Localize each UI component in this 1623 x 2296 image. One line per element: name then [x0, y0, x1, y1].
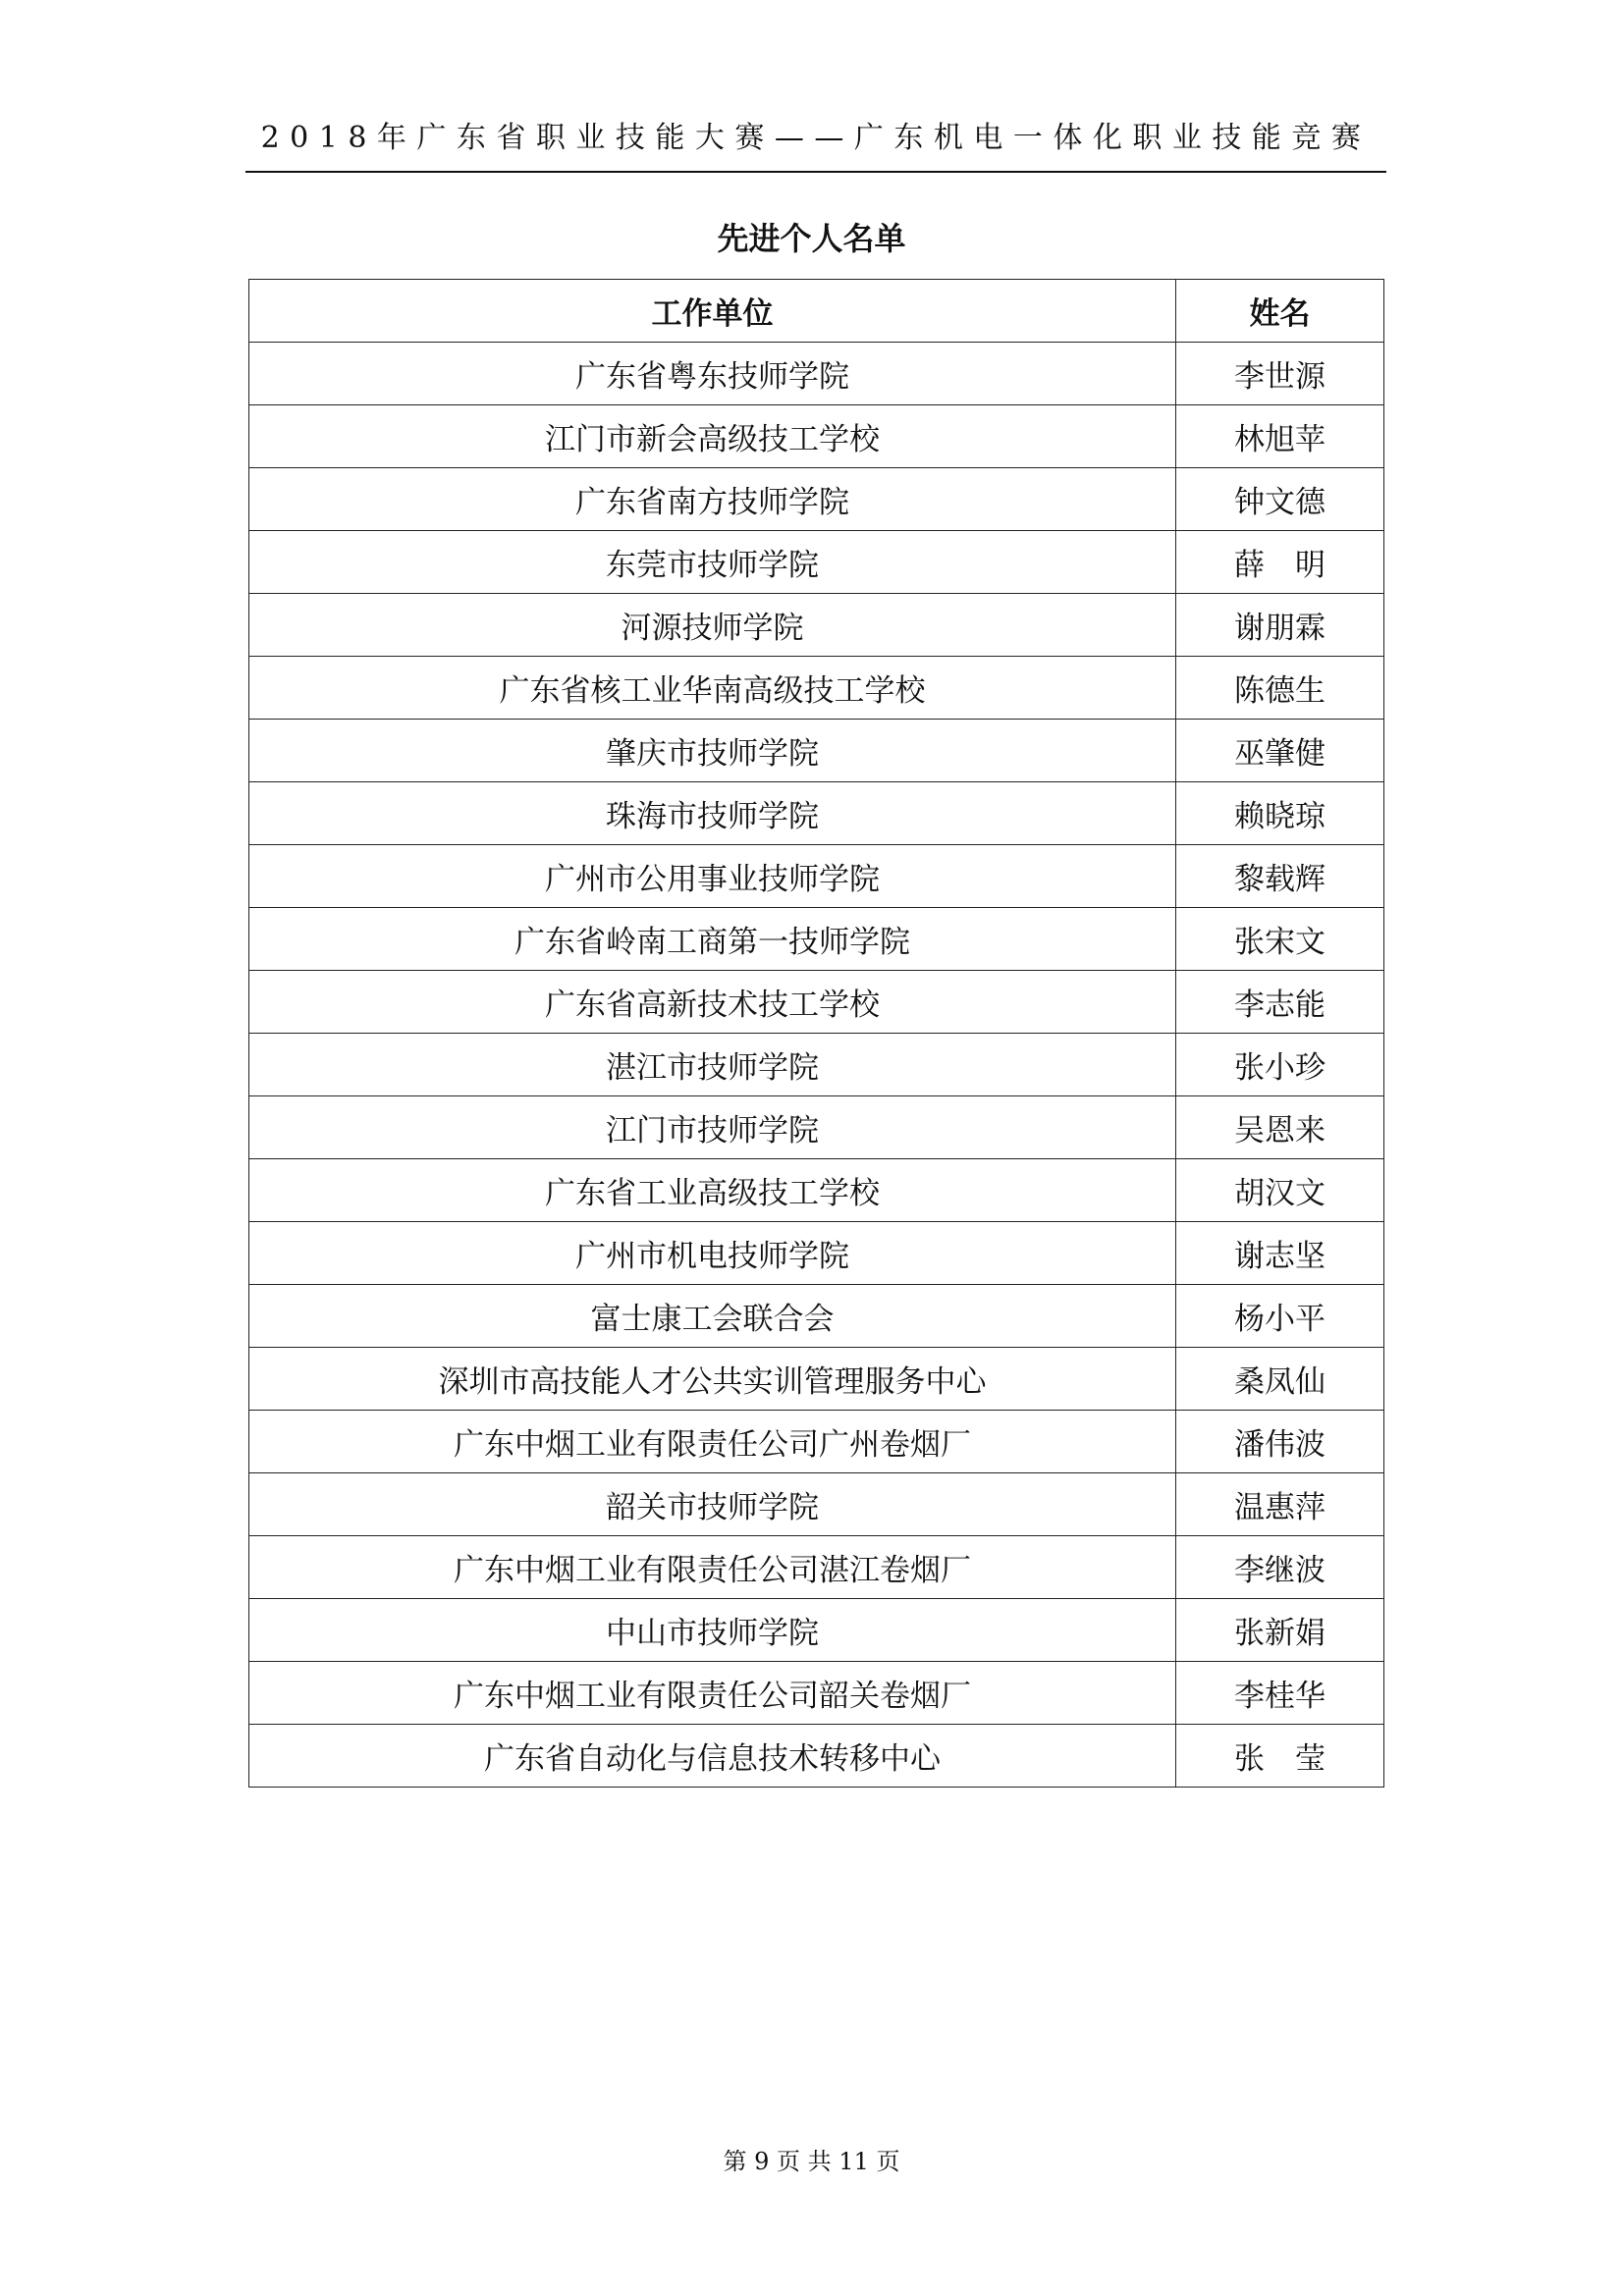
- running-header: 2018年广东省职业技能大赛——广东机电一体化职业技能竞赛: [260, 121, 1372, 155]
- person-name-cell: 巫肇健: [1176, 720, 1384, 782]
- work-unit-cell: 广东中烟工业有限责任公司湛江卷烟厂: [249, 1536, 1176, 1599]
- work-unit-cell: 深圳市高技能人才公共实训管理服务中心: [249, 1348, 1176, 1411]
- person-name-cell: 李继波: [1176, 1536, 1384, 1599]
- work-unit-cell: 广州市机电技师学院: [249, 1222, 1176, 1285]
- table-row: [249, 657, 1384, 720]
- work-unit-cell: 广东省自动化与信息技术转移中心: [249, 1725, 1176, 1788]
- table-row: [249, 1159, 1384, 1222]
- advanced-individuals-table: [248, 279, 1384, 1788]
- page-number: 第 9 页 共 11 页: [723, 2148, 900, 2175]
- work-unit-cell: 湛江市技师学院: [249, 1034, 1176, 1096]
- table-row: [249, 782, 1384, 845]
- person-name-cell: 张小珍: [1176, 1034, 1384, 1096]
- table-row: [249, 971, 1384, 1034]
- header-divider: [245, 171, 1386, 173]
- table-body: [249, 343, 1384, 1788]
- table-row: [249, 594, 1384, 657]
- work-unit-cell: 广东省工业高级技工学校: [249, 1159, 1176, 1222]
- person-name-cell: 杨小平: [1176, 1285, 1384, 1348]
- person-name-cell: 林旭苹: [1176, 405, 1384, 468]
- person-name-cell: 胡汉文: [1176, 1159, 1384, 1222]
- work-unit-cell: 珠海市技师学院: [249, 782, 1176, 845]
- table-row: [249, 1222, 1384, 1285]
- work-unit-cell: 韶关市技师学院: [249, 1473, 1176, 1536]
- person-name-cell: 张宋文: [1176, 908, 1384, 971]
- work-unit-cell: 富士康工会联合会: [249, 1285, 1176, 1348]
- work-unit-cell: 广东省南方技师学院: [249, 468, 1176, 531]
- table-row: [249, 1096, 1384, 1159]
- work-unit-cell: 广东中烟工业有限责任公司韶关卷烟厂: [249, 1662, 1176, 1725]
- work-unit-cell: 广东省岭南工商第一技师学院: [249, 908, 1176, 971]
- person-name-cell: 赖晓琼: [1176, 782, 1384, 845]
- table-row: [249, 1536, 1384, 1599]
- table-row: [249, 908, 1384, 971]
- table-row: [249, 1473, 1384, 1536]
- table-header-row: [249, 280, 1384, 343]
- table-row: [249, 405, 1384, 468]
- person-name-cell: 桑凤仙: [1176, 1348, 1384, 1411]
- person-name-cell: 李志能: [1176, 971, 1384, 1034]
- person-name-cell: 薛 明: [1176, 531, 1384, 594]
- person-name-cell: 谢朋霖: [1176, 594, 1384, 657]
- person-name-cell: 潘伟波: [1176, 1411, 1384, 1473]
- table-row: [249, 1725, 1384, 1788]
- person-name-cell: 温惠萍: [1176, 1473, 1384, 1536]
- table-row: [249, 1662, 1384, 1725]
- table-row: [249, 343, 1384, 405]
- column-header-name: 姓名: [1176, 280, 1384, 343]
- column-header-unit: 工作单位: [249, 280, 1176, 343]
- person-name-cell: 李桂华: [1176, 1662, 1384, 1725]
- table-row: [249, 1348, 1384, 1411]
- person-name-cell: 张 莹: [1176, 1725, 1384, 1788]
- work-unit-cell: 广东省粤东技师学院: [249, 343, 1176, 405]
- person-name-cell: 吴恩来: [1176, 1096, 1384, 1159]
- table-row: [249, 720, 1384, 782]
- work-unit-cell: 广东省核工业华南高级技工学校: [249, 657, 1176, 720]
- table-row: [249, 1285, 1384, 1348]
- person-name-cell: 张新娟: [1176, 1599, 1384, 1662]
- work-unit-cell: 中山市技师学院: [249, 1599, 1176, 1662]
- person-name-cell: 黎载辉: [1176, 845, 1384, 908]
- person-name-cell: 陈德生: [1176, 657, 1384, 720]
- table-row: [249, 531, 1384, 594]
- work-unit-cell: 广东中烟工业有限责任公司广州卷烟厂: [249, 1411, 1176, 1473]
- work-unit-cell: 东莞市技师学院: [249, 531, 1176, 594]
- work-unit-cell: 广州市公用事业技师学院: [249, 845, 1176, 908]
- table-row: [249, 1034, 1384, 1096]
- table-row: [249, 1599, 1384, 1662]
- table-row: [249, 468, 1384, 531]
- work-unit-cell: 河源技师学院: [249, 594, 1176, 657]
- work-unit-cell: 江门市技师学院: [249, 1096, 1176, 1159]
- person-name-cell: 钟文德: [1176, 468, 1384, 531]
- person-name-cell: 李世源: [1176, 343, 1384, 405]
- work-unit-cell: 肇庆市技师学院: [249, 720, 1176, 782]
- table-row: [249, 845, 1384, 908]
- work-unit-cell: 江门市新会高级技工学校: [249, 405, 1176, 468]
- page-title: 先进个人名单: [717, 220, 906, 257]
- work-unit-cell: 广东省高新技术技工学校: [249, 971, 1176, 1034]
- person-name-cell: 谢志坚: [1176, 1222, 1384, 1285]
- table-row: [249, 1411, 1384, 1473]
